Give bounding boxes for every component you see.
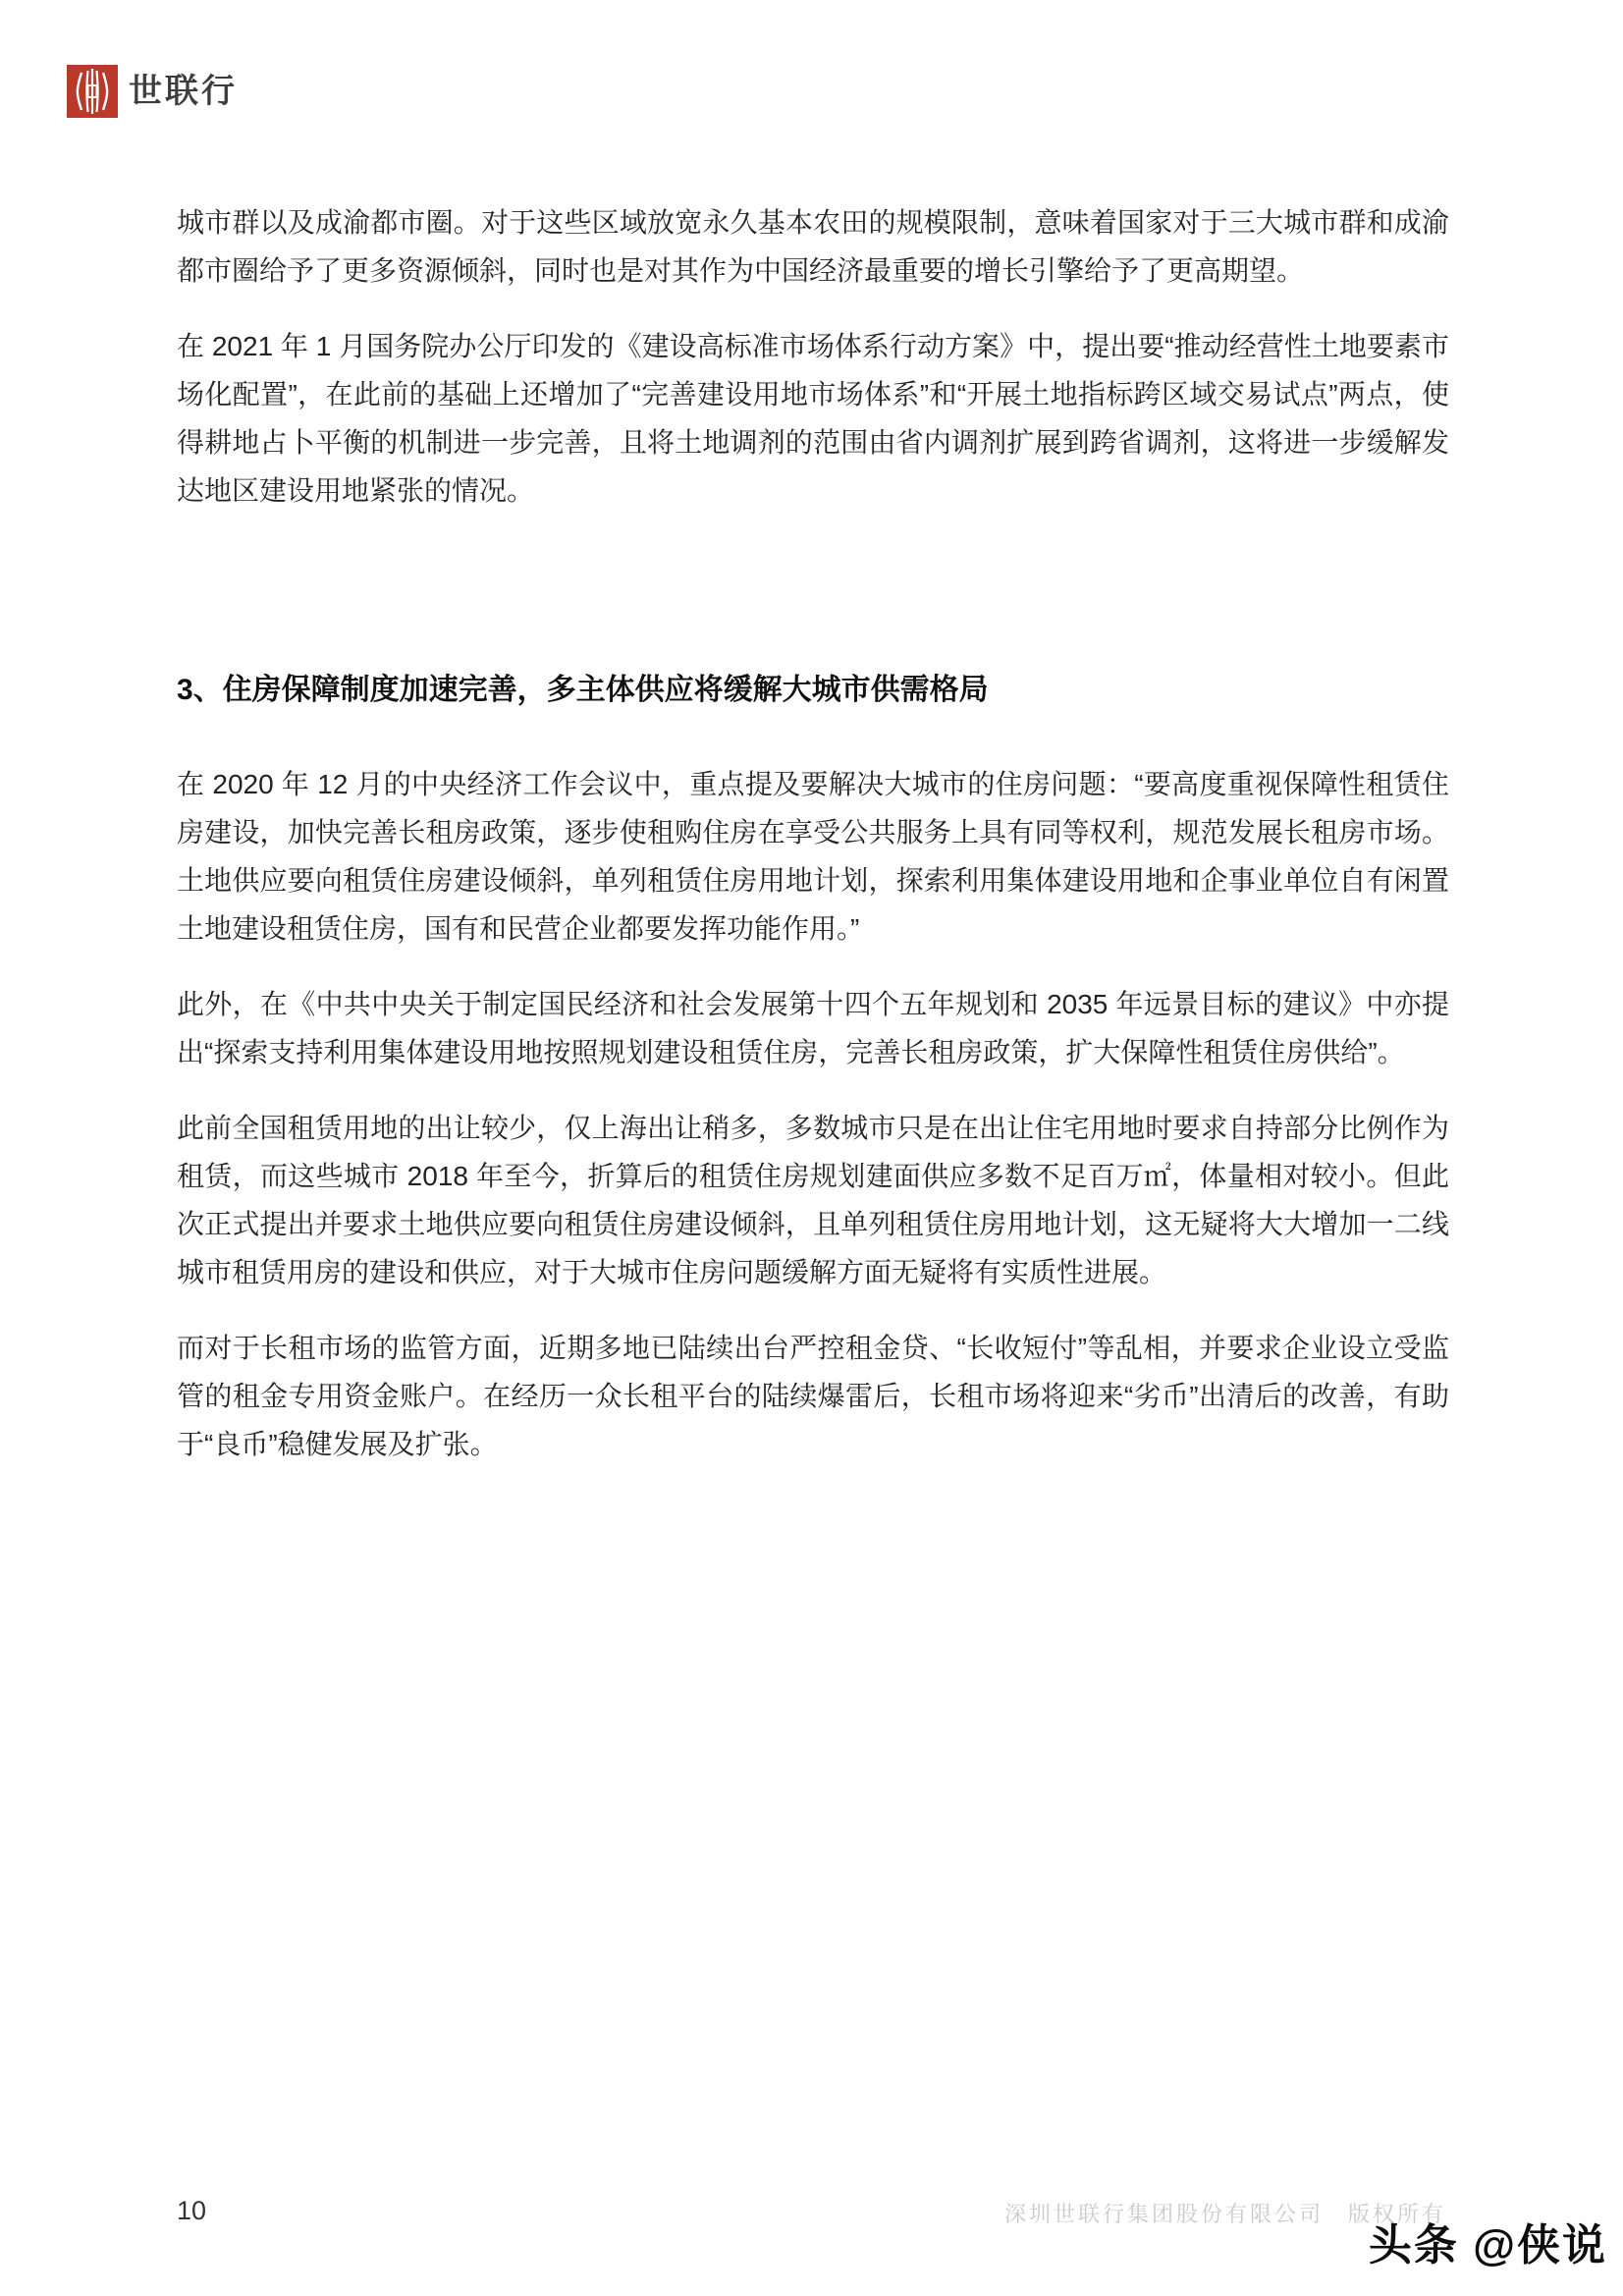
body-paragraph: 此前全国租赁用地的出让较少，仅上海出让稍多，多数城市只是在出让住宅用地时要求自持部分比例作为租赁，而这些城市 2018 年至今，折算后的租赁住房规划建面供应多数不足百万㎡，体量相对较小。但此次正式提出并要求土地供应要向租赁住房建设倾斜，且单列租赁住房用地计划，这无疑将大大增加一二线城市租赁用房的建设和供应，对于大城市住房问题缓解方面无疑将有实质性进展。: [177, 1113, 1449, 1287]
body-paragraph: 而对于长租市场的监管方面，近期多地已陆续出台严控租金贷、“长收短付”等乱相，并要求企业设立受监管的租金专用资金账户。在经历一众长租平台的陆续爆雷后，长租市场将迎来“劣币”出清后的改善，有助于“良币”稳健发展及扩张。: [177, 1333, 1449, 1459]
shilianhang-logo-icon: [67, 65, 118, 118]
watermark-text: 头条 @侠说: [1368, 2221, 1607, 2269]
brand-header: [67, 65, 238, 118]
logo-glyph: [67, 65, 118, 118]
body-paragraph: 城市群以及成渝都市圈。对于这些区域放宽永久基本农田的规模限制，意味着国家对于三大城市群和成渝都市圈给予了更多资源倾斜，同时也是对其作为中国经济最重要的增长引擎给予了更高期望。: [177, 207, 1449, 286]
body-paragraph: 此外，在《中共中央关于制定国民经济和社会发展第十四个五年规划和 2035 年远景目标的建议》中亦提出“探索支持利用集体建设用地按照规划建设租赁住房，完善长租房政策，扩大保障性租赁住房供给”。: [177, 989, 1449, 1067]
copyright-text: 深圳世联行集团股份有限公司 版权所有: [1003, 2202, 1446, 2226]
page-number: 10: [177, 2196, 207, 2225]
brand-name: 世联行: [129, 73, 238, 110]
body-paragraph: 在 2020 年 12 月的中央经济工作会议中，重点提及要解决大城市的住房问题：“要高度重视保障性租赁住房建设，加快完善长租房政策，逐步使租购住房在享受公共服务上具有同等权利，规范发展长租房市场。土地供应要向租赁住房建设倾斜，单列租赁住房用地计划，探索利用集体建设用地和企事业单位自有闲置土地建设租赁住房，国有和民营企业都要发挥功能作用。”: [177, 769, 1449, 944]
section-heading: 3、住房保障制度加速完善，多主体供应将缓解大城市供需格局: [177, 674, 989, 706]
page-content: [177, 198, 1449, 1496]
body-paragraph: 在 2021 年 1 月国务院办公厅印发的《建设高标准市场体系行动方案》中，提出要“推动经营性土地要素市场化配置”，在此前的基础上还增加了“完善建设用地市场体系”和“开展土地指标跨区域交易试点”两点，使得耕地占卜平衡的机制进一步完善，且将土地调剂的范围由省内调剂扩展到跨省调剂，这将进一步缓解发达地区建设用地紧张的情况。: [177, 331, 1449, 506]
